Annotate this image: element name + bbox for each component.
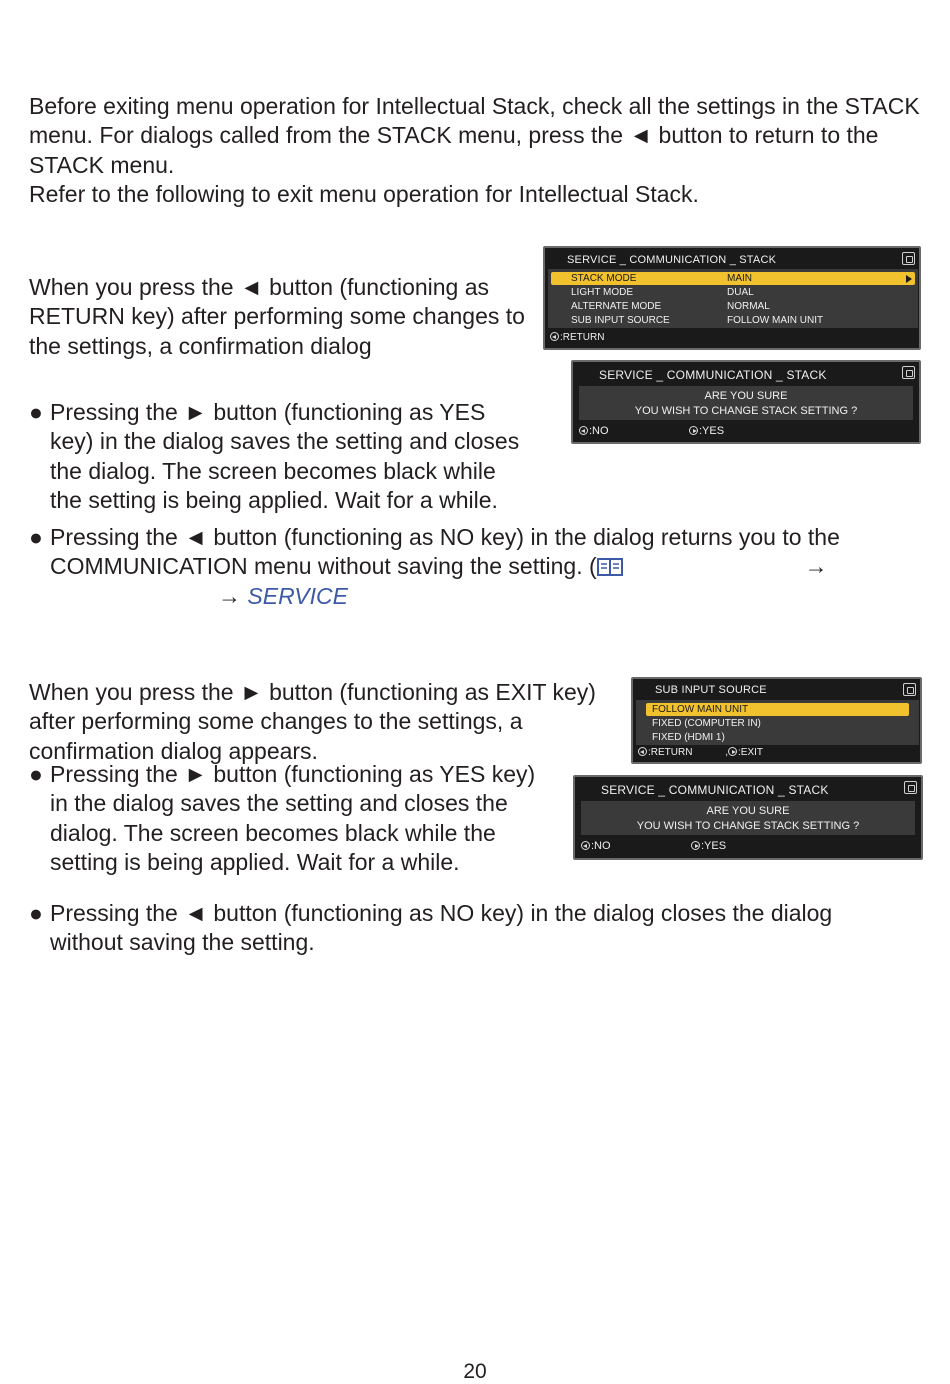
arrow-1: → (804, 553, 828, 580)
row-label: FOLLOW MAIN UNIT (652, 704, 749, 715)
intro-paragraph (29, 92, 929, 210)
no-label: :NO (591, 840, 611, 852)
row-value: FOLLOW MAIN UNIT (727, 315, 824, 326)
row-label: FIXED (COMPUTER IN) (652, 718, 761, 729)
dialog1-line1: ARE YOU SURE (704, 390, 788, 402)
row-key: STACK MODE (571, 273, 637, 284)
bullet-dot: ● (29, 399, 43, 425)
intro-text-2: Refer to the following to exit menu operation for Intellectual Stack. (29, 181, 699, 208)
dialog1-line2: YOU WISH TO CHANGE STACK SETTING ? (634, 405, 858, 417)
stack-menu-screenshot (543, 246, 921, 350)
right-key-icon (728, 747, 737, 756)
section1-bullet-no (29, 523, 909, 611)
row-key: LIGHT MODE (571, 287, 634, 298)
dialog2-title: SERVICE _ COMMUNICATION _ STACK (601, 783, 829, 797)
section2-bullet-yes (29, 760, 559, 878)
arrow-right-icon (906, 275, 912, 283)
stack-menu-row[interactable] (551, 314, 915, 327)
sub-input-row[interactable] (646, 703, 909, 716)
sub-input-menu-screenshot (631, 677, 922, 764)
no-label: :NO (589, 425, 609, 437)
left-key-icon (638, 747, 647, 756)
yes-label: :YES (699, 425, 725, 437)
arrow-2: → (218, 582, 241, 609)
section1-text: When you press the ◄ button (functioning as RETURN key) after performing some changes to the settings, a confirmation dialog (29, 274, 525, 359)
dialog1-no[interactable] (579, 425, 609, 437)
exit-label: :EXIT (738, 747, 764, 758)
section2-bullet2-text: Pressing the ◄ button (functioning as NO key) in the dialog closes the dialog without saving the setting. (50, 900, 833, 956)
dialog1-title: SERVICE _ COMMUNICATION _ STACK (599, 368, 827, 382)
confirm-dialog-1 (571, 360, 921, 444)
footer-separator: , (725, 747, 729, 758)
row-key: ALTERNATE MODE (571, 301, 662, 312)
dialog2-message (581, 804, 915, 834)
row-value: NORMAL (727, 301, 770, 312)
return-label: :RETURN (560, 332, 605, 343)
section1-bullet-no-body (50, 523, 909, 611)
menu-corner-icon (902, 252, 915, 265)
row-value: DUAL (727, 287, 754, 298)
bullet-dot: ● (29, 900, 43, 926)
book-icon (597, 557, 623, 577)
dialog2-line1: ARE YOU SURE (706, 805, 790, 817)
stack-menu-row[interactable] (551, 272, 915, 285)
sub-input-footer (638, 747, 763, 758)
dialog2-no[interactable] (581, 840, 611, 852)
sub-input-menu-title: SUB INPUT SOURCE (655, 684, 767, 696)
stack-menu-title: SERVICE _ COMMUNICATION _ STACK (567, 254, 777, 266)
sub-input-row[interactable] (646, 731, 909, 744)
section1-bullet1-text: Pressing the ► button (functioning as YES key) in the dialog saves the setting and closes the dialog. The screen becomes black while the setting is being applied. Wait for a while. (50, 399, 520, 514)
left-key-icon (550, 332, 559, 341)
dialog1-message (579, 389, 913, 419)
section1-bullet2-text: Pressing the ◄ button (functioning as NO key) in the dialog returns you to the COMMUNICATION menu without saving the setting. ( (50, 524, 840, 580)
yes-label: :YES (701, 840, 727, 852)
confirm-dialog-2 (573, 775, 923, 860)
row-value: MAIN (727, 273, 752, 284)
service-link[interactable]: SERVICE (247, 582, 348, 609)
stack-menu-row[interactable] (551, 286, 915, 299)
left-key-icon (581, 841, 590, 850)
sub-input-row[interactable] (646, 717, 909, 730)
menu-corner-icon (903, 683, 916, 696)
dialog1-yes[interactable] (689, 425, 724, 437)
return-label: :RETURN (648, 747, 693, 758)
stack-menu-row[interactable] (551, 300, 915, 313)
dialog2-line2: YOU WISH TO CHANGE STACK SETTING ? (636, 820, 860, 832)
section2-text: When you press the ► button (functioning as EXIT key) after performing some changes to the settings, a confirmation dialog appears. (29, 679, 596, 764)
row-key: SUB INPUT SOURCE (571, 315, 670, 326)
right-key-icon (689, 426, 698, 435)
stack-menu-footer (550, 332, 604, 343)
left-key-icon (579, 426, 588, 435)
page-number: 20 (463, 1360, 487, 1383)
section2-bullet-no (29, 899, 909, 958)
dialog-corner-icon (904, 781, 917, 794)
row-label: FIXED (HDMI 1) (652, 732, 725, 743)
bullet-dot: ● (29, 524, 43, 550)
right-key-icon (691, 841, 700, 850)
dialog-corner-icon (902, 366, 915, 379)
bullet-dot: ● (29, 761, 43, 787)
dialog2-yes[interactable] (691, 840, 726, 852)
intro-text-1: Before exiting menu operation for Intellectual Stack, check all the settings in the STACK menu. For dialogs called from the STACK menu, press the ◄ button to return to the STACK menu. (29, 93, 920, 178)
section2-bullet1-text: Pressing the ► button (functioning as YES key) in the dialog saves the setting and closes the dialog. The screen becomes black while the setting is being applied. Wait for a while. (50, 761, 536, 876)
